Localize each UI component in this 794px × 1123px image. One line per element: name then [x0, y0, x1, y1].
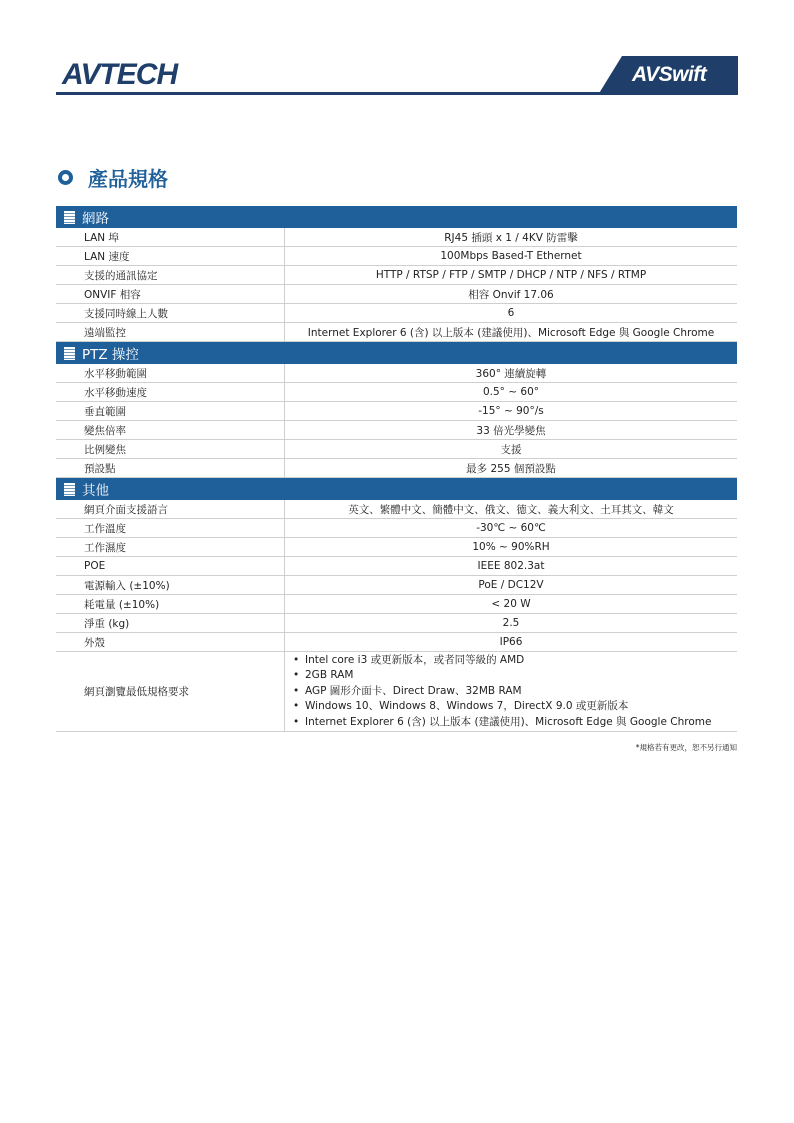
spec-label: 水平移動範圍	[56, 364, 285, 382]
spec-value: -15° ~ 90°/s	[478, 405, 544, 417]
spec-label: POE	[56, 557, 285, 575]
table-row	[56, 383, 737, 402]
section-title: 網路	[82, 211, 109, 227]
table-row	[56, 459, 737, 478]
section-header-network	[56, 206, 737, 228]
table-row	[56, 500, 737, 519]
table-row	[56, 557, 737, 576]
spec-value	[285, 652, 737, 731]
spec-value: -30℃ ~ 60℃	[476, 522, 546, 534]
spec-value: 360° 連續旋轉	[475, 367, 547, 380]
spec-label: 工作濕度	[56, 538, 285, 556]
table-row	[56, 614, 737, 633]
table-row-browser-requirements	[56, 652, 737, 732]
requirements-list	[293, 653, 711, 731]
section-header-ptz	[56, 342, 737, 364]
spec-value: 相容 Onvif 17.06	[468, 288, 554, 301]
header-divider	[56, 92, 738, 95]
spec-value: IEEE 802.3at	[477, 560, 545, 572]
table-row	[56, 519, 737, 538]
spec-label: LAN 埠	[56, 228, 285, 246]
table-row	[56, 576, 737, 595]
spec-value: Internet Explorer 6 (含) 以上版本 (建議使用)、Microsoft Edge 與 Google Chrome	[307, 326, 715, 339]
table-row	[56, 440, 737, 459]
spec-value: IP66	[499, 636, 523, 648]
table-row	[56, 266, 737, 285]
spec-value: 英文、繁體中文、簡體中文、俄文、德文、義大利文、土耳其文、韓文	[348, 503, 674, 516]
list-item: • AGP 圖形介面卡、Direct Draw、32MB RAM	[293, 684, 711, 700]
list-item: • Intel core i3 或更新版本，或者同等級的 AMD	[293, 653, 711, 669]
spec-table	[56, 206, 737, 732]
spec-label: ONVIF 相容	[56, 285, 285, 303]
table-row	[56, 538, 737, 557]
spec-label: 水平移動速度	[56, 383, 285, 401]
section-list-icon	[64, 211, 75, 224]
spec-label: 網頁介面支援語言	[56, 500, 285, 518]
spec-value: 33 倍光學變焦	[476, 424, 546, 437]
spec-value: 2.5	[502, 617, 520, 629]
footnote: *規格若有更改，恕不另行通知	[635, 743, 737, 752]
table-row	[56, 323, 737, 342]
table-row	[56, 402, 737, 421]
list-item: • Windows 10、Windows 8、Windows 7，DirectX 9.0 或更新版本	[293, 699, 711, 715]
section-title: PTZ 操控	[82, 347, 139, 363]
spec-value: 6	[507, 307, 515, 319]
spec-label: 支援同時線上人數	[56, 304, 285, 322]
spec-label: 垂直範圍	[56, 402, 285, 420]
spec-label: 工作溫度	[56, 519, 285, 537]
spec-label: 外殼	[56, 633, 285, 651]
spec-label: 遠端監控	[56, 323, 285, 341]
avtech-logo: AVTECH	[62, 58, 178, 91]
section-title: 其他	[82, 483, 109, 499]
table-row	[56, 421, 737, 440]
spec-value: HTTP / RTSP / FTP / SMTP / DHCP / NTP / NFS / RTMP	[375, 269, 647, 281]
spec-value: < 20 W	[491, 598, 531, 610]
avswift-logo: AVSwift	[632, 63, 707, 86]
page-title: 產品規格	[88, 167, 168, 191]
spec-value: 支援	[500, 443, 522, 456]
table-row	[56, 633, 737, 652]
spec-label: 變焦倍率	[56, 421, 285, 439]
spec-value: 100Mbps Based-T Ethernet	[440, 250, 582, 262]
table-row	[56, 247, 737, 266]
spec-label: 淨重 (kg)	[56, 614, 285, 632]
table-row	[56, 304, 737, 323]
spec-label: 網頁瀏覽最低規格要求	[56, 652, 285, 731]
spec-label: 預設點	[56, 459, 285, 477]
spec-value: RJ45 插頭 x 1 / 4KV 防雷擊	[444, 231, 578, 244]
list-item: • Internet Explorer 6 (含) 以上版本 (建議使用)、Microsoft Edge 與 Google Chrome	[293, 715, 711, 731]
spec-label: 電源輸入 (±10%)	[56, 576, 285, 594]
section-list-icon	[64, 347, 75, 360]
table-row	[56, 228, 737, 247]
spec-value: 10% ~ 90%RH	[472, 541, 550, 553]
spec-label: LAN 速度	[56, 247, 285, 265]
bullet-circle-icon	[58, 170, 73, 185]
table-row	[56, 595, 737, 614]
spec-label: 支援的通訊協定	[56, 266, 285, 284]
spec-value: 最多 255 個預設點	[466, 462, 556, 475]
section-list-icon	[64, 483, 75, 496]
spec-value: PoE / DC12V	[478, 579, 544, 591]
list-item: • 2GB RAM	[293, 668, 711, 684]
spec-label: 耗電量 (±10%)	[56, 595, 285, 613]
spec-label: 比例變焦	[56, 440, 285, 458]
spec-value: 0.5° ~ 60°	[482, 386, 540, 398]
section-header-other	[56, 478, 737, 500]
table-row	[56, 364, 737, 383]
table-row	[56, 285, 737, 304]
